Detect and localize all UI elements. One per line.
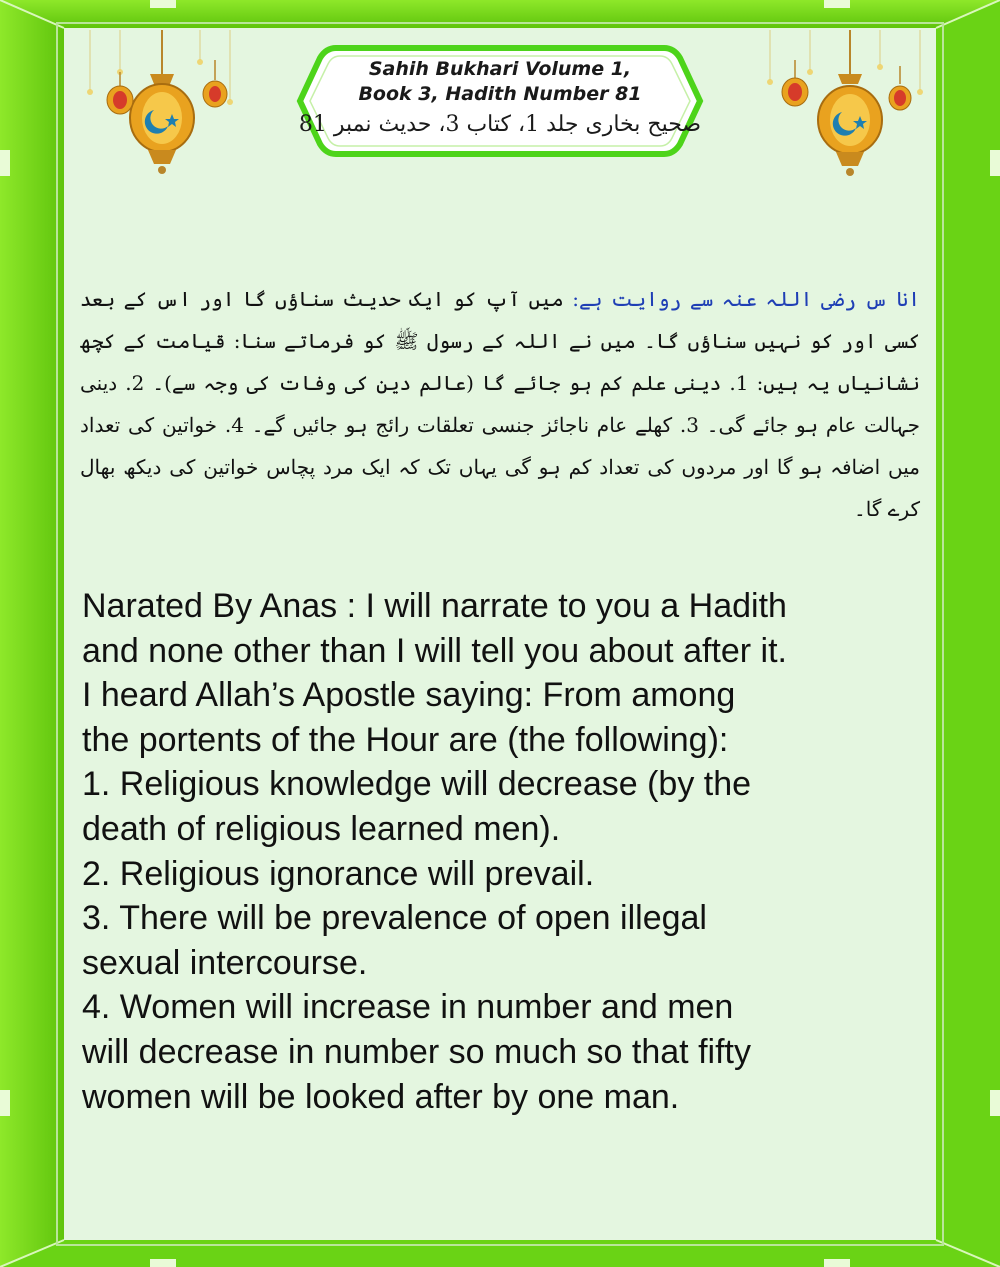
urdu-body: میں آپ کو ایک حدیث سناؤں گا اور اس کے بعد کسی اور کو نہیں سناؤں گا۔ میں نے اللہ کے رسول ﷺ کو فرماتے سنا: قیامت کے کچھ نشانیاں یہ ہیں: 1. دینی علم کم ہو جائے گا (عالم دین کی وفات کی وجہ سے)۔ 2. دینی جہالت عام ہو جائے گی۔ 3. کھلے عام ناجائز جنسی تعلقات رائج ہو جائیں گے۔ 4. خواتین کی تعداد میں اضافہ ہو گا اور مردوں کی تعداد کم ہو گی یہاں تک کہ ایک مرد پچاس خواتین کی دیکھ بھال کرے گا۔ [80,287,920,521]
urdu-paragraph [80,278,920,530]
english-line: I heard Allah’s Apostle saying: From among [82,676,736,715]
title-line-1: Sahih Bukhari Volume 1, [368,58,632,80]
english-line: 4. Women will increase in number and men [82,988,734,1027]
title-line-2: Book 3, Hadith Number 81 [358,83,642,105]
english-line: women will be looked after by one man. [82,1077,680,1116]
english-line: will decrease in number so much so that fifty [82,1032,751,1071]
english-line: Narated By Anas : I will narrate to you a Hadith [82,587,787,625]
lantern-icon [750,30,930,180]
english-line: the portents of the Hour are (the following): [82,720,729,759]
title-urdu: صحیح بخاری جلد 1، کتاب 3، حدیث نمبر 81 [298,112,702,137]
english-line: 3. There will be prevalence of open illegal [82,899,707,938]
english-line: sexual intercourse. [82,943,368,982]
lantern-icon [80,30,260,180]
english-paragraph [82,584,927,1119]
english-line: death of religious learned men). [82,809,561,848]
english-line: 2. Religious ignorance will prevail. [82,854,595,893]
english-line: and none other than I will tell you about after it. [82,631,788,670]
urdu-narrator: انا س رضی اللہ عنہ سے روایت ہے: [572,287,920,311]
english-line: 1. Religious knowledge will decrease (by the [82,765,752,804]
title-box [296,44,704,158]
